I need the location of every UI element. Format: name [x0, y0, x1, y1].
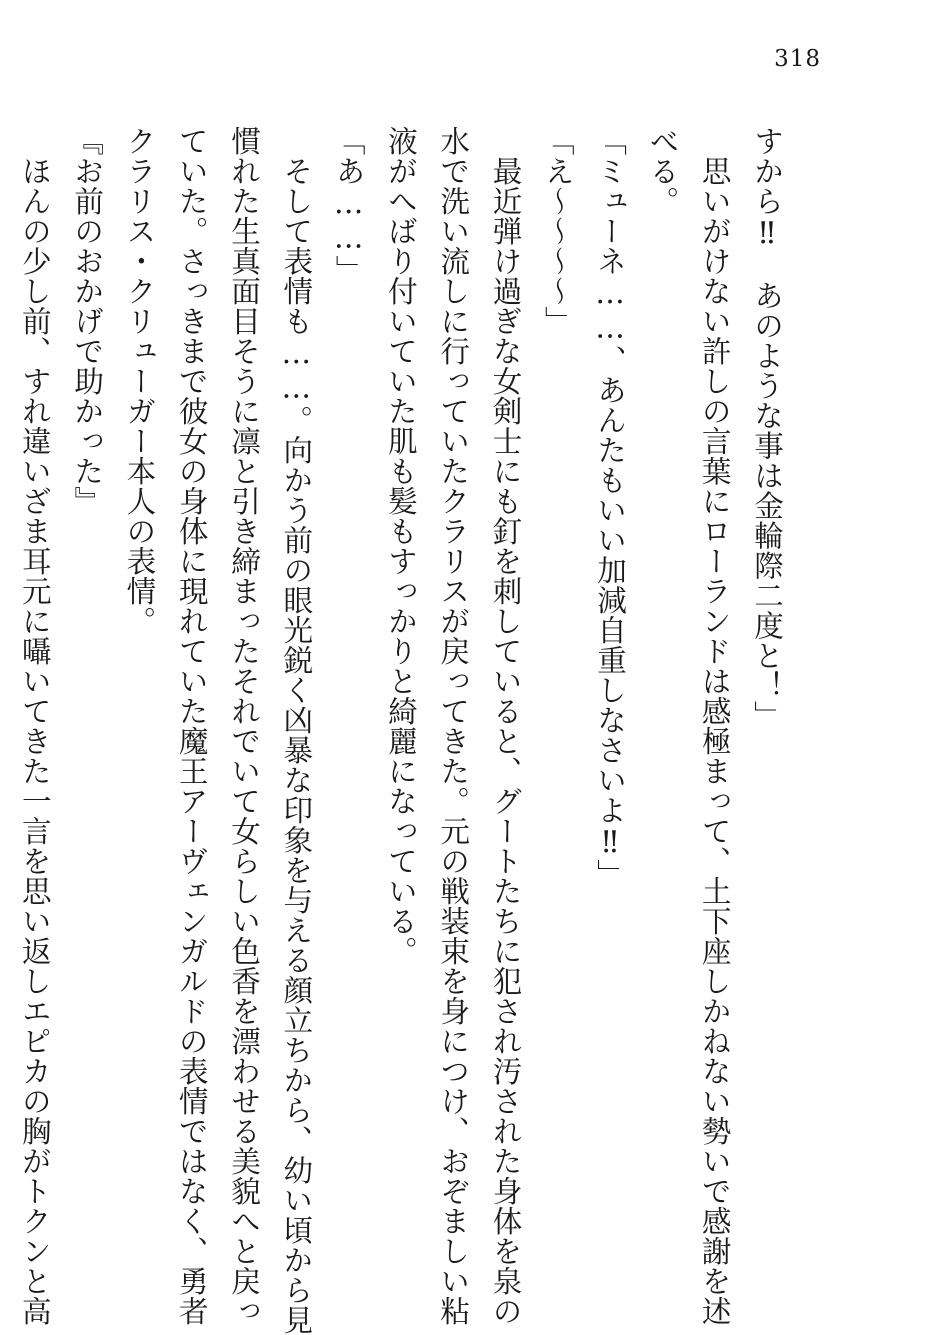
text-line: 『お前のおかげで助かった』: [70, 126, 105, 516]
text-line: べる。: [645, 126, 680, 216]
text-line: 慣れた生真面目そうに凛と引き締まったそれでいて女らしい色香を漂わせる美貌へと戻っ: [227, 126, 262, 1326]
text-line: 「ミューネ……、あんたもいい加減自重しなさいよ‼」: [593, 126, 628, 890]
text-line: [0, 126, 9, 1186]
text-line: 水で洗い流しに行っていたクラリスが戻ってきた。元の戦装束を身につけ、おぞましい粘: [436, 126, 471, 1326]
text-line: そして表情も……。向かう前の眼光鋭く凶暴な印象を与える顔立ちから、幼い頃から見: [279, 126, 314, 1335]
text-line: 最近弾け過ぎな女剣士にも釘を刺していると、グートたちに犯され汚された身体を泉の: [488, 126, 523, 1326]
text-line: 「え～～～～」: [540, 126, 575, 336]
text-line: すから‼ あのような事は金輪際二度と！」: [750, 126, 784, 731]
text-line: ていた。さっきまで彼女の身体に現れていた魔王アーヴェンガルドの表情ではなく、勇者: [174, 126, 209, 1326]
text-line: 「あ……」: [331, 126, 366, 285]
vertical-text-body: [17, 126, 793, 1335]
text-line: 液がへばり付いていた肌も髪もすっかりと綺麗になっている。: [383, 126, 418, 966]
page-number: 318: [774, 46, 821, 72]
text-line: クラリス・クリューガー本人の表情。: [122, 126, 157, 636]
text-line: 思いがけない許しの言葉にローランドは感極まって、土下座しかねない勢いで感謝を述: [697, 126, 732, 1326]
text-line: ほんの少し前、すれ違いざま耳元に囁いてきた一言を思い返しエピカの胸がトクンと高: [17, 126, 52, 1326]
